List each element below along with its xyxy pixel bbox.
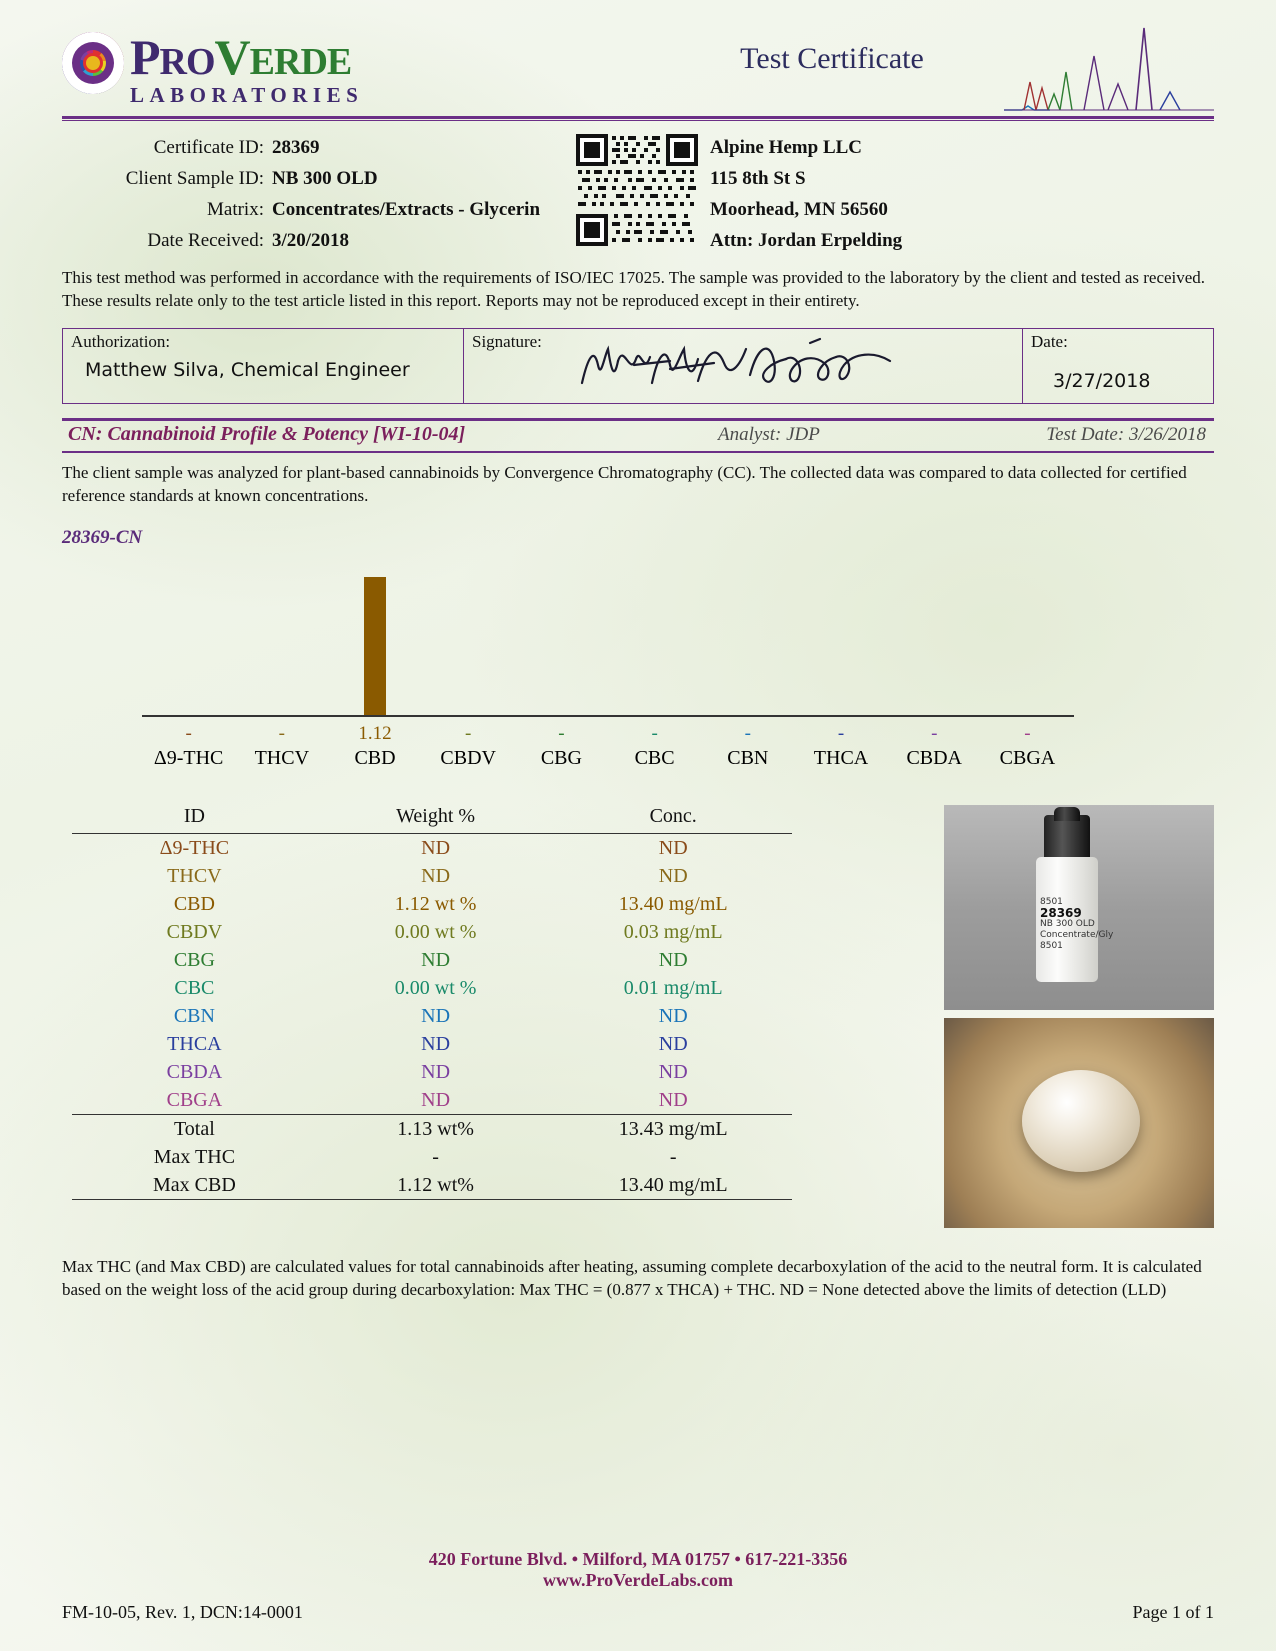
client-attn: Attn: Jordan Erpelding — [710, 230, 903, 251]
chart-label-column — [701, 721, 794, 770]
date-value: 3/27/2018 — [1053, 370, 1151, 392]
vial-cap — [1044, 815, 1090, 863]
chart-label-column — [608, 721, 701, 770]
table-total-row — [72, 1171, 792, 1200]
header-divider-thin — [62, 120, 1214, 121]
chart-value-label: - — [278, 723, 285, 744]
table-cell-conc: ND — [658, 948, 688, 971]
table-row — [72, 1058, 792, 1086]
table-cell-id: CBC — [174, 976, 215, 999]
chart-label-column — [981, 721, 1074, 770]
chart-category-label: CBG — [540, 747, 582, 769]
table-cell-conc: - — [669, 1145, 677, 1168]
results-table — [72, 803, 792, 1200]
client-city-state: Moorhead, MN 56560 — [710, 199, 888, 220]
vial-label-line4: 8501 — [1040, 941, 1063, 951]
chart-category-label: CBC — [634, 747, 675, 769]
chart-value-label: - — [837, 723, 845, 744]
table-cell-id: Total — [72, 1115, 317, 1144]
page-header — [62, 0, 1214, 118]
color-wheel-icon — [62, 32, 124, 94]
table-row — [72, 946, 792, 974]
authorization-label: Authorization: — [71, 332, 171, 351]
authorization-box — [62, 328, 1214, 404]
chart-value-label: - — [558, 723, 565, 744]
cannabinoid-bar-chart — [62, 555, 1214, 795]
footer-page-number: Page 1 of 1 — [1132, 1602, 1214, 1622]
table-cell-weight: ND — [317, 834, 555, 863]
chart-value-label: - — [1024, 723, 1031, 744]
table-cell-weight: ND — [421, 1060, 451, 1083]
chart-value-label: - — [931, 723, 938, 744]
table-cell-id: CBN — [173, 1004, 215, 1027]
chart-label-column — [794, 721, 887, 770]
chart-category-labels — [142, 721, 1074, 770]
chart-label-column — [888, 721, 981, 770]
table-cell-conc: ND — [658, 1060, 688, 1083]
iso-disclaimer: This test method was performed in accordance with the requirements of ISO/IEC 17025. The sample was provided to the laboratory by the client and tested as received. These results relate only to the test article listed in this report. Reports may not be reproduced except in their entirety. — [62, 268, 1206, 310]
max-thc-footnote: Max THC (and Max CBD) are calculated values for total cannabinoids after heating, assuming complete decarboxylation of the acid to the neutral form. It is calculated based on the weight loss of the acid group during decarboxylation: Max THC = (0.877 x THCA) + THC. ND = None detected above the limits of detection (LLD) — [62, 1257, 1202, 1299]
vial-label — [1040, 897, 1114, 952]
table-cell-id: THCA — [167, 1032, 222, 1055]
chart-bar — [364, 577, 386, 715]
table-cell-weight: ND — [421, 1032, 451, 1055]
column-header-id: ID — [183, 805, 205, 827]
chart-label-column — [515, 721, 608, 770]
vial-label-line3: Concentrate/Gly — [1040, 930, 1114, 940]
table-cell-id: CBD — [173, 892, 215, 915]
table-total-row — [72, 1143, 792, 1171]
client-name: Alpine Hemp LLC — [710, 137, 863, 158]
table-cell-conc: 0.01 mg/mL — [623, 976, 723, 999]
table-cell-id: CBGA — [166, 1088, 223, 1111]
section-analyst: Analyst: JDP — [718, 424, 820, 445]
sample-meta — [62, 132, 1214, 260]
section-description: The client sample was analyzed for plant-based cannabinoids by Convergence Chromatography (CC). The collected data was compared to data collected for certified reference standards at known concentrations. — [62, 463, 1187, 505]
sample-droplet — [1022, 1070, 1140, 1172]
table-cell-conc: ND — [554, 834, 792, 863]
meta-value: 3/20/2018 — [272, 230, 350, 251]
chart-category-label: CBDV — [440, 747, 496, 769]
vial-neck — [1054, 807, 1080, 821]
header-divider — [62, 116, 1214, 119]
meta-left-column — [62, 132, 562, 256]
chart-plot-area — [142, 555, 1074, 715]
table-cell-weight: ND — [421, 948, 451, 971]
authorization-value: Matthew Silva, Chemical Engineer — [85, 359, 410, 381]
chart-category-label: THCV — [254, 747, 310, 769]
vial-label-line2: NB 300 OLD — [1040, 919, 1095, 929]
microscope-photo — [944, 1018, 1214, 1228]
client-street: 115 8th St S — [710, 168, 806, 189]
table-cell-conc: ND — [658, 1004, 688, 1027]
table-cell-conc: ND — [658, 1088, 688, 1111]
table-cell-id: CBG — [173, 948, 215, 971]
signature-cell — [464, 329, 1023, 403]
chart-value-label: - — [185, 723, 192, 744]
chart-category-label: CBGA — [999, 747, 1056, 769]
chart-label-column — [142, 721, 235, 770]
table-cell-weight: - — [432, 1145, 439, 1168]
table-cell-id: CBDA — [166, 1060, 223, 1083]
footer-address: 420 Fortune Blvd. • Milford, MA 01757 • 617-221-3356 — [428, 1549, 848, 1569]
chart-category-label: THCA — [813, 747, 869, 769]
footer-form-id: FM-10-05, Rev. 1, DCN:14-0001 — [62, 1602, 303, 1622]
meta-label: Date Received: — [147, 230, 264, 251]
results-section — [62, 803, 1214, 1233]
table-row — [72, 1086, 792, 1115]
vial-label-id: 28369 — [1040, 906, 1082, 920]
table-cell-conc: ND — [658, 1032, 688, 1055]
section-header — [62, 421, 1214, 451]
table-row — [72, 974, 792, 1002]
client-address — [710, 132, 902, 256]
table-cell-conc: 0.03 mg/mL — [623, 920, 723, 943]
table-row — [72, 1002, 792, 1030]
table-cell-conc: ND — [658, 864, 688, 887]
table-cell-weight: 1.13 wt% — [317, 1115, 555, 1144]
date-label: Date: — [1031, 332, 1068, 351]
chromatogram-graphic — [1004, 22, 1214, 112]
chart-label-column — [235, 721, 328, 770]
vial-label-line1: 8501 — [1040, 897, 1063, 907]
logo-wordmark: PROVERDE — [130, 29, 352, 85]
table-row — [72, 890, 792, 918]
qr-code-icon — [576, 134, 698, 246]
chart-value-label: - — [744, 723, 751, 744]
page-title: Test Certificate — [740, 42, 924, 75]
chart-value-label: - — [651, 723, 658, 744]
column-header-weight: Weight % — [396, 805, 476, 827]
proverde-logo — [62, 30, 482, 110]
meta-value: Concentrates/Extracts - Glycerin — [272, 199, 541, 220]
table-cell-weight: 0.00 wt % — [394, 976, 477, 999]
date-cell — [1023, 329, 1213, 403]
table-row — [72, 834, 792, 863]
column-header-conc: Conc. — [649, 805, 697, 827]
table-cell-id: Max THC — [153, 1145, 236, 1168]
table-header-row — [72, 803, 792, 834]
meta-value: NB 300 OLD — [272, 168, 378, 189]
table-cell-id: Δ9-THC — [72, 834, 317, 863]
logo-text — [130, 30, 363, 108]
table-row — [72, 862, 792, 890]
chart-label-column — [422, 721, 515, 770]
table-cell-weight: 0.00 wt % — [394, 920, 477, 943]
table-cell-conc: 13.43 mg/mL — [554, 1115, 792, 1144]
sample-photos — [944, 805, 1214, 1228]
logo-subtitle: LABORATORIES — [130, 83, 364, 107]
chart-value-label: - — [465, 723, 472, 744]
chart-category-label: Δ9-THC — [153, 747, 224, 769]
meta-row — [62, 225, 562, 256]
table-cell-id: CBDV — [166, 920, 223, 943]
table-cell-weight: ND — [421, 864, 451, 887]
chart-category-label: CBDA — [906, 747, 963, 769]
table-cell-id: Max CBD — [72, 1171, 317, 1200]
section-test-date: Test Date: 3/26/2018 — [1046, 424, 1206, 445]
table-total-row — [72, 1115, 792, 1144]
chart-label-column — [328, 721, 421, 770]
meta-row — [62, 163, 562, 194]
vial-photo — [944, 805, 1214, 1010]
page-footer — [62, 1549, 1214, 1591]
meta-value: 28369 — [272, 137, 320, 158]
section-title: CN: Cannabinoid Profile & Potency [WI-10-04] — [68, 423, 466, 445]
authorization-cell — [63, 329, 464, 403]
table-cell-weight: ND — [421, 1088, 451, 1111]
meta-row — [62, 194, 562, 225]
meta-row — [62, 132, 562, 163]
section-divider-bottom — [62, 451, 1214, 453]
table-row — [72, 918, 792, 946]
signature-image — [574, 335, 904, 397]
table-cell-weight: ND — [421, 1004, 451, 1027]
meta-label: Certificate ID: — [153, 137, 264, 158]
table-row — [72, 1030, 792, 1058]
chart-category-label: CBN — [727, 747, 769, 769]
table-cell-weight: 1.12 wt % — [394, 892, 477, 915]
table-cell-conc: 13.40 mg/mL — [618, 892, 728, 915]
table-cell-conc: 13.40 mg/mL — [554, 1171, 792, 1200]
footer-website[interactable]: www.ProVerdeLabs.com — [543, 1570, 733, 1590]
meta-label: Matrix: — [207, 199, 264, 220]
chart-baseline-axis — [142, 715, 1074, 717]
meta-label: Client Sample ID: — [125, 168, 264, 189]
signature-label: Signature: — [472, 332, 542, 351]
chart-value-label: 1.12 — [358, 723, 392, 744]
table-cell-id: THCV — [167, 864, 222, 887]
chart-category-label: CBD — [354, 747, 396, 769]
sample-id-heading: 28369-CN — [62, 527, 143, 548]
table-cell-weight: 1.12 wt% — [317, 1171, 555, 1200]
